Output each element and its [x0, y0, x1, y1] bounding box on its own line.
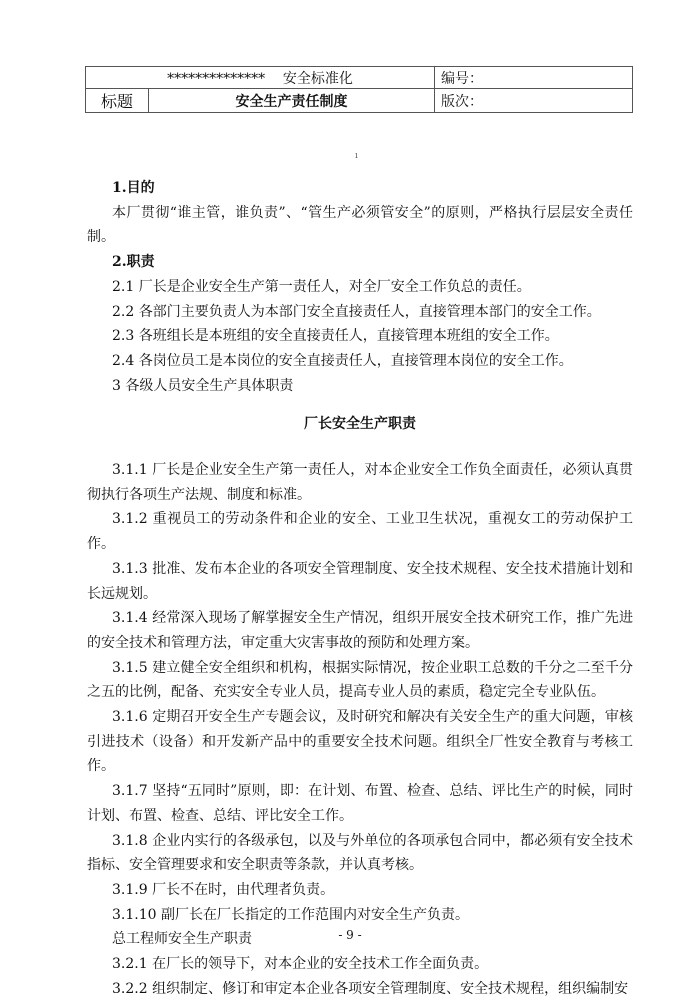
header-table	[85, 66, 633, 113]
paragraph: 2.2 各部门主要负责人为本部门安全直接责任人，直接管理本部门的安全工作。	[112, 303, 601, 320]
cursor-mark: ı	[355, 151, 358, 161]
paragraph: 2.4 各岗位员工是本岗位的安全直接责任人，直接管理本岗位的安全工作。	[112, 352, 573, 369]
paragraph: 3.1.5 建立健全安全组织和机构，根据实际情况，按企业职工总数的千分之二至千分之五的比例，配备、充实安全专业人员，提高专业人员的素质，稳定完全专业队伍。	[87, 659, 633, 701]
paragraph: 3 各级人员安全生产具体职责	[112, 377, 294, 394]
paragraph: 3.1.10 副厂长在厂长指定的工作范围内对安全生产负责。	[112, 906, 469, 923]
paragraph: 本厂贯彻“谁主管，谁负责”、“管生产必须管安全”的原则，严格执行层层安全责任制。	[87, 204, 633, 246]
paragraph: 2.3 各班组长是本班组的安全直接责任人，直接管理本班组的安全工作。	[112, 328, 559, 345]
version-cell: 版次：	[435, 89, 633, 113]
paragraph: 3.1.2 重视员工的劳动条件和企业的安全、工业卫生状况，重视女工的劳动保护工作。	[87, 511, 633, 553]
page-number: - 9 -	[338, 928, 362, 942]
paragraph: 3.1.6 定期召开安全生产专题会议，及时研究和解决有关安全生产的重大问题，审核引进技术（设备）和开发新产品中的重要安全技术问题。组织全厂性安全教育与考核工作。	[87, 709, 633, 775]
paragraph: 3.1.7 坚持“五同时”原则，即：在计划、布置、检查、总结、评比生产的时候，同时计划、布置、检查、总结、评比安全工作。	[87, 783, 633, 824]
title-label-cell: 标题	[86, 89, 149, 113]
section-heading: 2.职责	[112, 254, 155, 271]
standardization-cell: ************** 安全标准化	[86, 67, 435, 89]
paragraph: 3.2.2 组织制定、修订和审定本企业各项安全管理制度、安全技术规程，组织编制安	[112, 980, 629, 997]
paragraph: 3.2.1 在厂长的领导下，对本企业的安全技术工作全面负责。	[112, 956, 489, 973]
subsection-heading: 厂长安全生产职责	[304, 416, 416, 433]
document-body	[87, 176, 633, 1002]
paragraph: 2.1 厂长是企业安全生产第一责任人，对全厂安全工作负总的责任。	[112, 278, 531, 295]
paragraph: 总工程师安全生产职责	[112, 931, 252, 948]
paragraph: 3.1.4 经常深入现场了解掌握安全生产情况，组织开展安全技术研究工作，推广先进的安全技术和管理方法，审定重大灾害事故的预防和处理方案。	[87, 610, 633, 651]
paragraph: 3.1.3 批准、发布本企业的各项安全管理制度、安全技术规程、安全技术措施计划和长远规划。	[87, 560, 633, 602]
number-cell: 编号：	[435, 67, 633, 89]
paragraph: 3.1.1 厂长是企业安全生产第一责任人，对本企业安全工作负全面责任，必须认真贯彻执行各项生产法规、制度和标准。	[87, 462, 633, 503]
paragraph: 3.1.9 厂长不在时，由代理者负责。	[112, 881, 335, 898]
section-heading: 1.目的	[112, 180, 155, 196]
document-title: 安全生产责任制度	[149, 89, 435, 113]
paragraph: 3.1.8 企业内实行的各级承包，以及与外单位的各项承包合同中，都必须有安全技术指标、安全管理要求和安全职责等条款，并认真考核。	[87, 832, 633, 874]
